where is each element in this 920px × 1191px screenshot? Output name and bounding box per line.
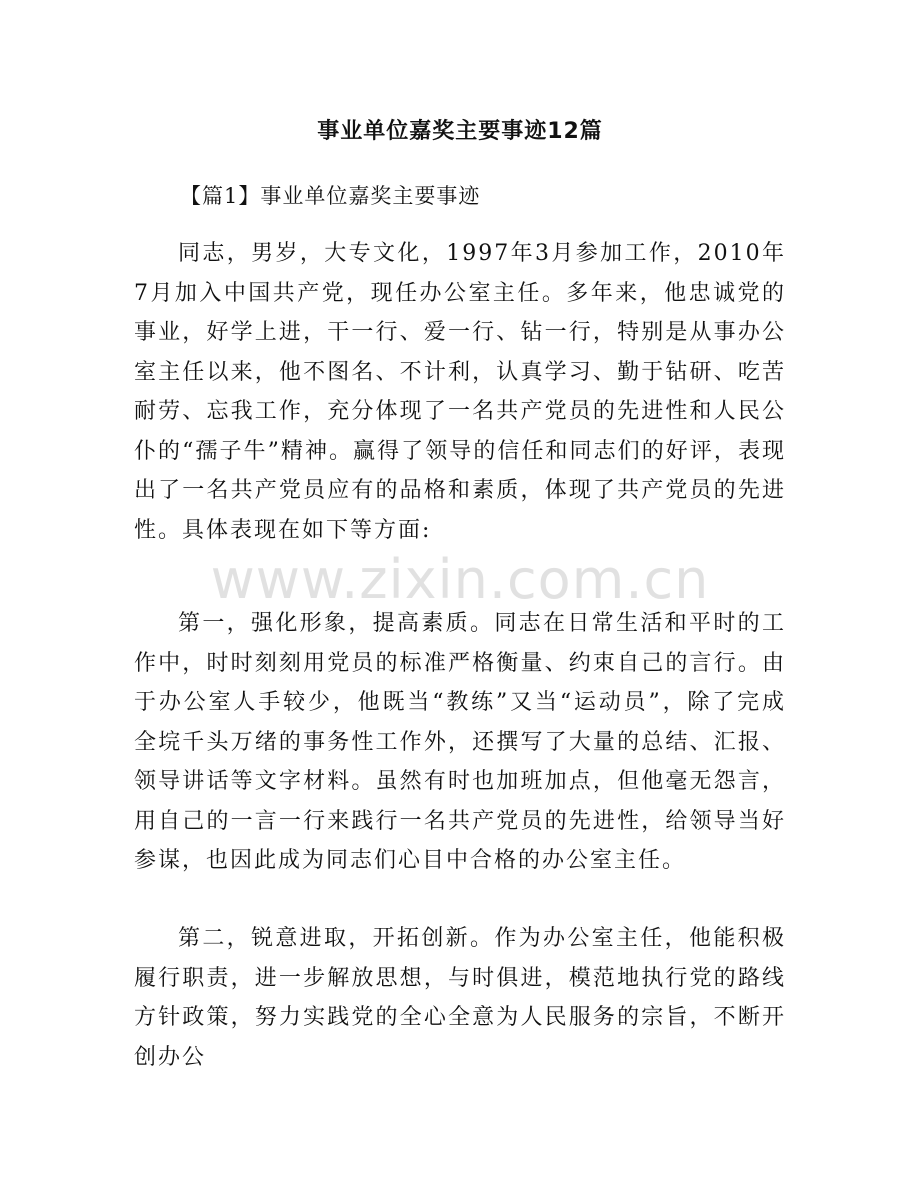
paragraph-2: 第一，强化形象，提高素质。同志在日常生活和平时的工作中，时时刻刻用党员的标准严格衡量、约束自己的言行。由于办公室人手较少，他既当“教练”又当“运动员”，除了完成全垸千头万绪的事务性工作外，还撰写了大量的总结、汇报、领导讲话等文字材料。虽然有时也加班加点，但他毫无怨言，用自己的一言一行来践行一名共产党员的先进性，给领导当好参谋，也因此成为同志们心目中合格的办公室主任。 [134, 611, 786, 873]
watermark: www.zixin.com.cn [210, 548, 710, 611]
paragraph-1: 同志，男岁，大专文化，1997年3月参加工作，2010年7月加入中国共产党，现任办公室主任。多年来，他忠诚党的事业，好学上进，干一行、爱一行、钻一行，特别是从事办公室主任以来，他不图名、不计利，认真学习、勤于钻研、吃苦耐劳、忘我工作，充分体现了一名共产党员的先进性和人民公仆的“孺子牛”精神。赢得了领导的信任和同志们的好评，表现出了一名共产党员应有的品格和素质，体现了共产党员的先进性。具体表现在如下等方面: [134, 241, 786, 543]
document-title: 事业单位嘉奖主要事迹12篇 [317, 119, 603, 144]
paragraph-3: 第二，锐意进取，开拓创新。作为办公室主任，他能积极履行职责，进一步解放思想，与时俱进，模范地执行党的路线方针政策，努力实践党的全心全意为人民服务的宗旨，不断开创办公 [134, 926, 786, 1070]
section-heading: 【篇1】事业单位嘉奖主要事迹 [180, 184, 481, 208]
